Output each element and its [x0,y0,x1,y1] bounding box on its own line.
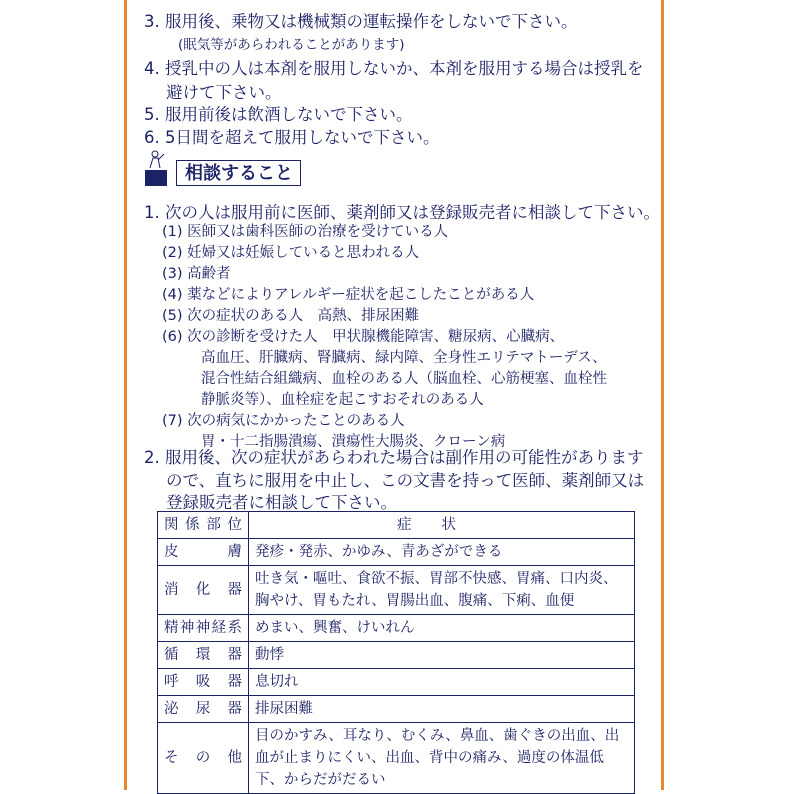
consult-sub-3: (3) 高齢者 [162,266,231,282]
item-4-cont: 避けて下さい。 [166,83,282,102]
consult-item-2-cont2: 登録販売者に相談して下さい。 [166,493,397,512]
item-4: 4. 授乳中の人は本剤を服用しないか、本剤を服用する場合は授乳を [144,59,644,78]
consult-sub-7: (7) 次の病気にかかったことのある人 [162,413,405,429]
side-effects-table [157,511,635,794]
row-part: 消化器 [158,566,249,615]
row-symptoms: 動悸 [249,642,635,669]
consult-sub-1: (1) 医師又は歯科医師の治療を受けている人 [162,224,449,240]
row-part: その他 [158,723,249,794]
consult-sub-6: (6) 次の診断を受けた人 甲状腺機能障害、糖尿病、心臓病、 [162,329,565,345]
row-part: 呼吸器 [158,669,249,696]
table-row [158,642,635,669]
consult-sub-6-cont1: 高血圧、肝臓病、腎臓病、緑内障、全身性エリテマトーデス、 [201,350,607,366]
right-border-line [661,0,664,790]
consult-sub-5: (5) 次の症状のある人 高熱、排尿困難 [162,308,420,324]
row-symptoms: 発疹・発赤、かゆみ、青あざができる [249,539,635,566]
consult-sub-6-cont3: 静脈炎等）、血栓症を起こすおそれのある人 [201,392,484,408]
header-part: 関係部位 [158,512,249,539]
consult-sub-6-cont2: 混合性結合組織病、血栓のある人（脳血栓、心筋梗塞、血栓性 [201,371,607,387]
row-part: 泌尿器 [158,696,249,723]
row-symptoms: 目のかすみ、耳なり、むくみ、鼻血、歯ぐきの出血、出血が止まりにくい、出血、背中の痛み、過度の体温低下、からだがだるい [249,723,635,794]
item-5: 5. 服用前後は飲酒しないで下さい。 [144,105,413,124]
consult-person-icon [144,150,168,186]
header-symptoms: 症状 [249,512,635,539]
consult-sub-4: (4) 薬などによりアレルギー症状を起こしたことがある人 [162,287,535,303]
table-row [158,615,635,642]
table-row [158,539,635,566]
item-3: 3. 服用後、乗物又は機械類の運転操作をしないで下さい。 [144,12,578,31]
consult-sub-7-cont: 胃・十二指腸潰瘍、潰瘍性大腸炎、クローン病 [201,434,506,450]
table-row [158,669,635,696]
left-border-line [124,0,127,790]
item-6: 6. 5日間を超えて服用しないで下さい。 [144,128,440,147]
consult-item-2-cont1: ので、直ちに服用を中止し、この文書を持って医師、薬剤師又は [166,471,645,490]
row-part: 精神神経系 [158,615,249,642]
item-3-note: (眠気等があらわれることがあります) [178,37,405,53]
table-row [158,723,635,794]
row-symptoms: めまい、興奮、けいれん [249,615,635,642]
row-symptoms: 排尿困難 [249,696,635,723]
consult-item-1: 1. 次の人は服用前に医師、薬剤師又は登録販売者に相談して下さい。 [144,203,660,222]
row-symptoms: 息切れ [249,669,635,696]
table-row [158,566,635,615]
table-header-row [158,512,635,539]
row-symptoms: 吐き気・嘔吐、食欲不振、胃部不快感、胃痛、口内炎、胸やけ、胃もたれ、胃腸出血、腹痛、下痢、血便 [249,566,635,615]
table-row [158,696,635,723]
consult-sub-2: (2) 妊婦又は妊娠していると思われる人 [162,245,420,261]
row-part: 皮膚 [158,539,249,566]
consult-item-2: 2. 服用後、次の症状があらわれた場合は副作用の可能性があります [144,448,644,467]
section-heading: 相談すること [176,160,301,186]
row-part: 循環器 [158,642,249,669]
